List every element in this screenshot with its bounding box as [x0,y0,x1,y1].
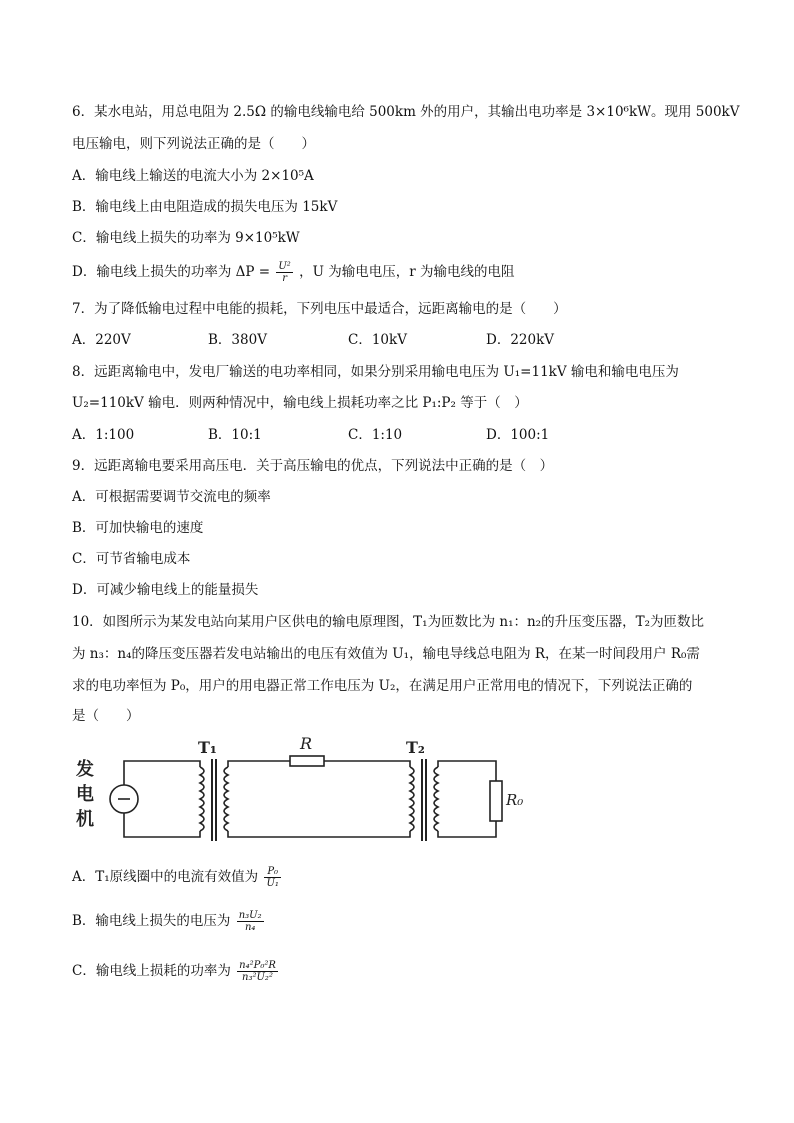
q8-stem-line2: U₂=110kV 输电．则两种情况中，输电线上损耗功率之比 P₁:P₂ 等于（ ） [72,395,528,411]
fraction-denominator: n₄ [244,922,256,933]
resistor-r0 [490,781,502,821]
generator-label-char-3: 机 [76,809,94,830]
t1-secondary-coil [224,767,228,831]
q10-option-c [72,960,280,983]
q9-option-a: A．可根据需要调节交流电的频率 [72,489,271,505]
t2-label: T₂ [406,738,425,757]
q6-option-b: B．输电线上由电阻造成的损失电压为 15kV [72,199,338,215]
q8-stem-line1: 8．远距离输电中，发电厂输送的电功率相同，如果分别采用输电电压为 U₁=11kV 输电和输电电压为 [72,364,679,380]
q7-option-a: A．220V [72,332,131,348]
q7-option-d: D．220kV [486,332,555,348]
fraction-numerator: U² [278,261,291,272]
q6-option-d-fraction [276,261,292,284]
t1-label: T₁ [198,738,217,757]
generator-label-char-1: 发 [76,759,94,780]
transmission-lines [228,761,410,837]
t2-primary-coil [410,767,414,831]
q6-option-d-prefix: D．输电线上损失的功率为 ΔP = [72,264,271,280]
q6-option-d [72,261,515,284]
q7-stem: 7．为了降低输电过程中电能的损耗，下列电压中最适合，远距离输电的是（ ） [72,301,567,317]
q6-option-a: A．输电线上输送的电流大小为 2×10⁵A [72,168,314,184]
transmission-circuit-diagram [72,733,538,853]
q6-option-d-suffix: ，U 为输电电压，r 为输电线的电阻 [299,264,515,280]
q10-stem-line4: 是（ ） [72,708,140,724]
q8-option-a: A．1:100 [72,427,135,443]
q10-option-c-prefix: C．输电线上损耗的功率为 [72,963,231,979]
q10-option-a-prefix: A．T₁原线圈中的电流有效值为 [72,869,259,885]
q10-option-a [72,866,283,889]
fraction-numerator: n₃U₂ [238,910,262,921]
q6-option-c: C．输电线上损失的功率为 9×10⁵kW [72,230,300,246]
generator-symbol [110,761,200,837]
t2-secondary-coil [434,767,438,831]
fraction-denominator: r [282,273,287,284]
q9-stem: 9．远距离输电要采用高压电．关于高压输电的优点，下列说法中正确的是（ ） [72,458,554,474]
generator-label-char-2: 电 [76,784,94,805]
q10-option-b-prefix: B．输电线上损失的电压为 [72,913,231,929]
q6-stem-line1: 6．某水电站，用总电阻为 2.5Ω 的输电线输电给 500km 外的用户，其输出电功率是 3×10⁶kW。现用 500kV [72,104,740,120]
fraction-denominator: U₁ [266,878,279,889]
q10-stem-line1: 10．如图所示为某发电站向某用户区供电的输电原理图，T₁为匝数比为 n₁：n₂的升压变压器，T₂为匝数比 [72,614,705,630]
q8-option-d: D．100:1 [486,427,550,443]
fraction-numerator: P₀ [264,866,280,878]
q10-stem-line3: 求的电功率恒为 P₀，用户的用电器正常工作电压为 U₂，在满足用户正常用电的情况下，下列说法正确的 [72,678,693,694]
q10-option-b [72,910,266,933]
load-circuit [438,761,496,837]
resistor-r [290,756,324,766]
resistor-r0-label: R₀ [506,791,524,809]
fraction-denominator: n₃²U₂² [242,972,273,983]
q10-option-a-fraction [264,866,280,889]
q9-option-c: C．可节省输电成本 [72,551,191,567]
q10-option-c-fraction [237,960,278,983]
q9-option-d: D．可减少输电线上的能量损失 [72,582,259,598]
q10-stem-line2: 为 n₃：n₄的降压变压器若发电站输出的电压有效值为 U₁，输电导线总电阻为 R，在某一时间段用户 R₀需 [72,646,700,662]
fraction-numerator: n₄²P₀²R [239,960,276,971]
q7-option-c: C．10kV [348,332,407,348]
q8-option-c: C．1:10 [348,427,403,443]
q6-stem-line2: 电压输电，则下列说法正确的是（ ） [72,136,315,152]
q8-option-b: B．10:1 [208,427,262,443]
q9-option-b: B．可加快输电的速度 [72,520,204,536]
t1-primary-coil [200,767,204,831]
q10-option-b-fraction [237,910,264,933]
q7-option-b: B．380V [208,332,267,348]
resistor-r-label: R [300,734,313,753]
